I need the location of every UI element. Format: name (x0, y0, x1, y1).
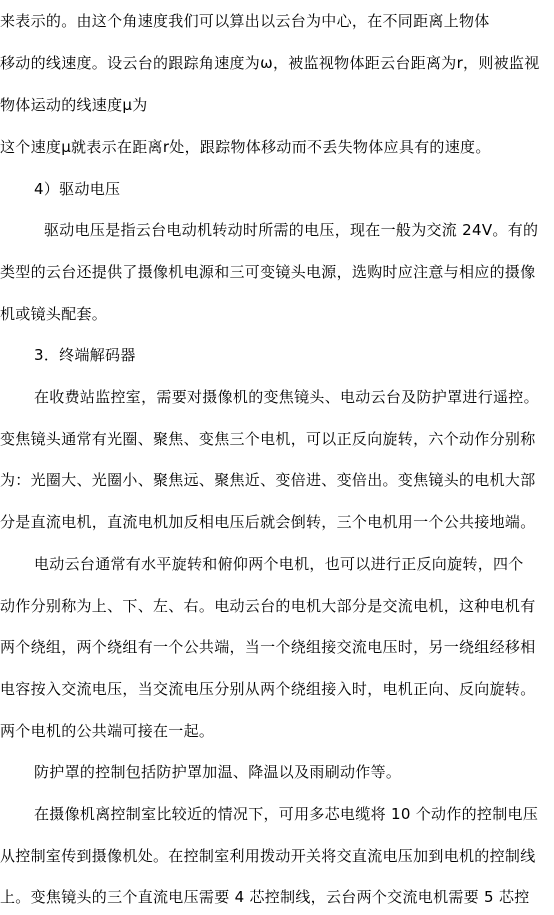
paragraph-line: 在收费站监控室，需要对摄像机的变焦镜头、电动云台及防护罩进行遥控。 (34, 388, 539, 406)
paragraph-line: 移动的线速度。设云台的跟踪角速度为ω，被监视物体距云台距离为r，则被监视 (0, 54, 540, 72)
paragraph-line: 防护罩的控制包括防护罩加温、降温以及雨刷动作等。 (34, 763, 402, 781)
paragraph-line: 驱动电压是指云台电动机转动时所需的电压，现在一般为交流 24V。有的 (44, 221, 539, 239)
paragraph-line: 这个速度μ就表示在距离r处，跟踪物体移动而不丢失物体应具有的速度。 (0, 138, 491, 156)
paragraph-line: 电容按入交流电压，当交流电压分别从两个绕组接入时，电机正向、反向旋转。 (0, 680, 536, 698)
paragraph-line: 两个绕组，两个绕组有一个公共端，当一个绕组接交流电压时，另一绕组经移相 (0, 638, 536, 656)
paragraph-line: 在摄像机离控制室比较近的情况下，可用多芯电缆将 10 个动作的控制电压 (34, 805, 539, 823)
paragraph-line: 机或镜头配套。 (0, 305, 108, 323)
paragraph-line: 从控制室传到摄像机处。在控制室利用拨动开关将交直流电压加到电机的控制线 (0, 847, 536, 865)
paragraph-line: 物体运动的线速度μ为 (0, 96, 148, 114)
paragraph-line: 电动云台通常有水平旋转和俯仰两个电机，也可以进行正反向旋转，四个 (34, 555, 524, 573)
paragraph-line: 上。变焦镜头的三个直流电压需要 4 芯控制线，云台两个交流电机需要 5 芯控 (0, 888, 530, 906)
section-heading: 4）驱动电压 (34, 180, 121, 198)
paragraph-line: 变焦镜头通常有光圈、聚焦、变焦三个电机，可以正反向旋转，六个动作分别称 (0, 430, 536, 448)
paragraph-line: 两个电机的公共端可接在一起。 (0, 722, 215, 740)
paragraph-line: 为：光圈大、光圈小、聚焦远、聚焦近、变倍进、变倍出。变焦镜头的电机大部 (0, 471, 536, 489)
paragraph-line: 类型的云台还提供了摄像机电源和三可变镜头电源，选购时应注意与相应的摄像 (0, 263, 536, 281)
paragraph-line: 动作分别称为上、下、左、右。电动云台的电机大部分是交流电机，这种电机有 (0, 597, 536, 615)
section-heading: 3．终端解码器 (34, 346, 136, 364)
paragraph-line: 来表示的。由这个角速度我们可以算出以云台为中心，在不同距离上物体 (0, 12, 490, 30)
paragraph-line: 分是直流电机，直流电机加反相电压后就会倒转，三个电机用一个公共接地端。 (0, 513, 536, 531)
